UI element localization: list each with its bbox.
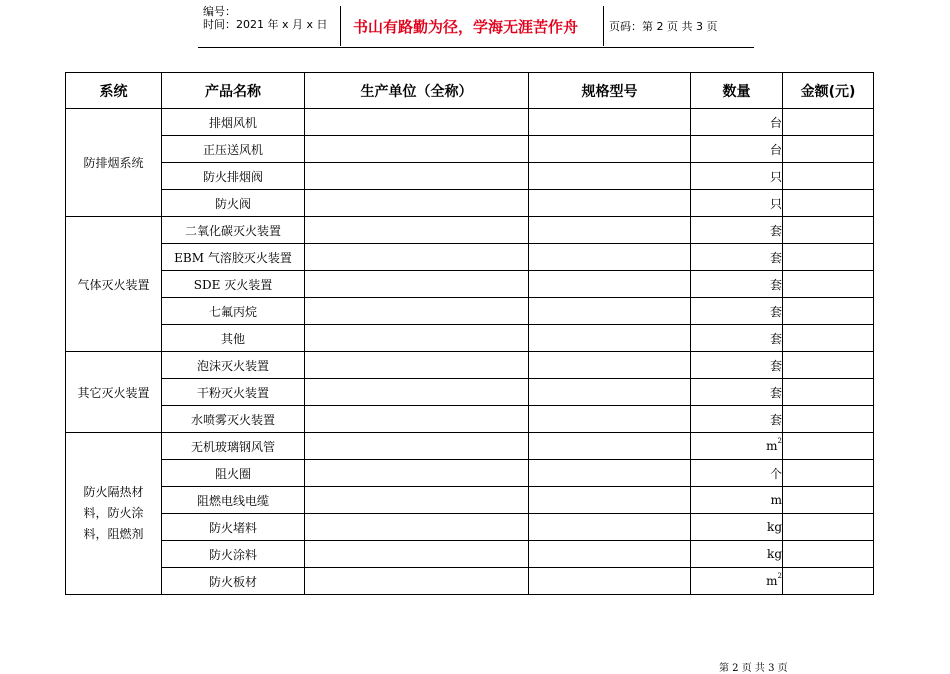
amount-cell [783,487,874,514]
quantity-unit-cell [691,433,783,460]
product-name-cell: 七氟丙烷 [162,298,305,325]
product-name-cell: 防火排烟阀 [162,163,305,190]
manufacturer-cell [305,190,529,217]
quantity-unit-cell: 只 [691,163,783,190]
manufacturer-cell [305,487,529,514]
table-row [66,568,874,595]
unit-base: m [766,439,778,453]
system-cell-line: 料，防火涂 [83,506,144,520]
manufacturer-cell [305,568,529,595]
table-header-row [66,73,874,109]
quantity-unit-cell: kg [691,541,783,568]
quantity-unit-cell [691,568,783,595]
amount-cell [783,352,874,379]
unit-exponent: 2 [777,572,782,580]
table-row [66,163,874,190]
spec-cell [529,217,691,244]
manufacturer-cell [305,406,529,433]
amount-cell [783,460,874,487]
amount-cell [783,217,874,244]
spec-cell [529,568,691,595]
product-name-cell: 阻燃电线电缆 [162,487,305,514]
column-header-product: 产品名称 [162,73,305,109]
column-header-spec: 规格型号 [529,73,691,109]
product-name-cell: SDE 灭火装置 [162,271,305,298]
table-row [66,298,874,325]
product-table [65,72,874,595]
product-name-cell: 防火板材 [162,568,305,595]
system-cell-line: 料，阻燃剂 [83,527,144,541]
quantity-unit-cell: 台 [691,136,783,163]
table-row [66,352,874,379]
manufacturer-cell [305,541,529,568]
spec-cell [529,190,691,217]
column-header-quantity: 数量 [691,73,783,109]
table-row [66,190,874,217]
table-row [66,325,874,352]
manufacturer-cell [305,379,529,406]
manufacturer-cell [305,271,529,298]
spec-cell [529,433,691,460]
spec-cell [529,298,691,325]
spec-cell [529,136,691,163]
doc-number-label: 编号： [203,5,236,18]
product-name-cell: EBM 气溶胶灭火装置 [162,244,305,271]
quantity-unit-cell: 套 [691,352,783,379]
spec-cell [529,379,691,406]
spec-cell [529,514,691,541]
amount-cell [783,541,874,568]
manufacturer-cell [305,244,529,271]
amount-cell [783,163,874,190]
product-name-cell: 正压送风机 [162,136,305,163]
quantity-unit-cell: 只 [691,190,783,217]
amount-cell [783,244,874,271]
quantity-unit-cell: 套 [691,379,783,406]
amount-cell [783,379,874,406]
quantity-unit-cell: 套 [691,406,783,433]
amount-cell [783,433,874,460]
amount-cell [783,136,874,163]
system-cell: 防排烟系统 [66,109,162,217]
amount-cell [783,298,874,325]
spec-cell [529,406,691,433]
spec-cell [529,487,691,514]
table-row [66,217,874,244]
manufacturer-cell [305,325,529,352]
amount-cell [783,271,874,298]
amount-cell [783,190,874,217]
quantity-unit-cell: m [691,487,783,514]
table-row [66,109,874,136]
amount-cell [783,325,874,352]
quantity-unit-cell: 套 [691,298,783,325]
quantity-unit-cell: 个 [691,460,783,487]
table-row [66,487,874,514]
header-divider [603,6,604,46]
spec-cell [529,244,691,271]
table-row [66,433,874,460]
quantity-unit-cell: 套 [691,325,783,352]
spec-cell [529,352,691,379]
system-cell: 其它灭火装置 [66,352,162,433]
manufacturer-cell [305,217,529,244]
quantity-unit-cell: 套 [691,217,783,244]
unit-base: m [766,574,778,588]
header-rule [198,47,754,48]
manufacturer-cell [305,136,529,163]
quantity-unit-cell: 套 [691,244,783,271]
doc-time-label: 时间：2021 年 x 月 x 日 [203,18,328,31]
manufacturer-cell [305,514,529,541]
unit-exponent: 2 [777,437,782,445]
amount-cell [783,514,874,541]
system-cell-line: 防火隔热材 [83,485,144,499]
product-name-cell: 其他 [162,325,305,352]
header-divider [340,6,341,46]
spec-cell [529,271,691,298]
spec-cell [529,460,691,487]
product-name-cell: 无机玻璃钢风管 [162,433,305,460]
product-name-cell: 防火涂料 [162,541,305,568]
manufacturer-cell [305,163,529,190]
spec-cell [529,541,691,568]
column-header-system: 系统 [66,73,162,109]
table-row [66,379,874,406]
product-name-cell: 二氧化碳灭火装置 [162,217,305,244]
table-row [66,406,874,433]
quantity-unit-cell: 台 [691,109,783,136]
header-page-info: 页码：第 2 页 共 3 页 [609,20,718,33]
table-row [66,271,874,298]
product-name-cell: 防火堵料 [162,514,305,541]
system-cell: 气体灭火装置 [66,217,162,352]
table-row [66,244,874,271]
manufacturer-cell [305,460,529,487]
amount-cell [783,568,874,595]
amount-cell [783,109,874,136]
quantity-unit-cell: kg [691,514,783,541]
product-name-cell: 排烟风机 [162,109,305,136]
table-row [66,514,874,541]
table-row [66,136,874,163]
quantity-unit-cell: 套 [691,271,783,298]
manufacturer-cell [305,433,529,460]
product-name-cell: 防火阀 [162,190,305,217]
manufacturer-cell [305,109,529,136]
manufacturer-cell [305,298,529,325]
amount-cell [783,406,874,433]
column-header-manufacturer: 生产单位（全称） [305,73,529,109]
product-name-cell: 水喷雾灭火装置 [162,406,305,433]
product-name-cell: 干粉灭火装置 [162,379,305,406]
page-footer: 第 2 页 共 3 页 [719,663,788,674]
product-name-cell: 阻火圈 [162,460,305,487]
system-cell [66,433,162,595]
product-name-cell: 泡沫灭火装置 [162,352,305,379]
manufacturer-cell [305,352,529,379]
column-header-amount: 金额(元) [783,73,874,109]
table-row [66,460,874,487]
spec-cell [529,109,691,136]
spec-cell [529,163,691,190]
spec-cell [529,325,691,352]
table-row [66,541,874,568]
header-motto: 书山有路勤为径，学海无涯苦作舟 [353,18,579,36]
